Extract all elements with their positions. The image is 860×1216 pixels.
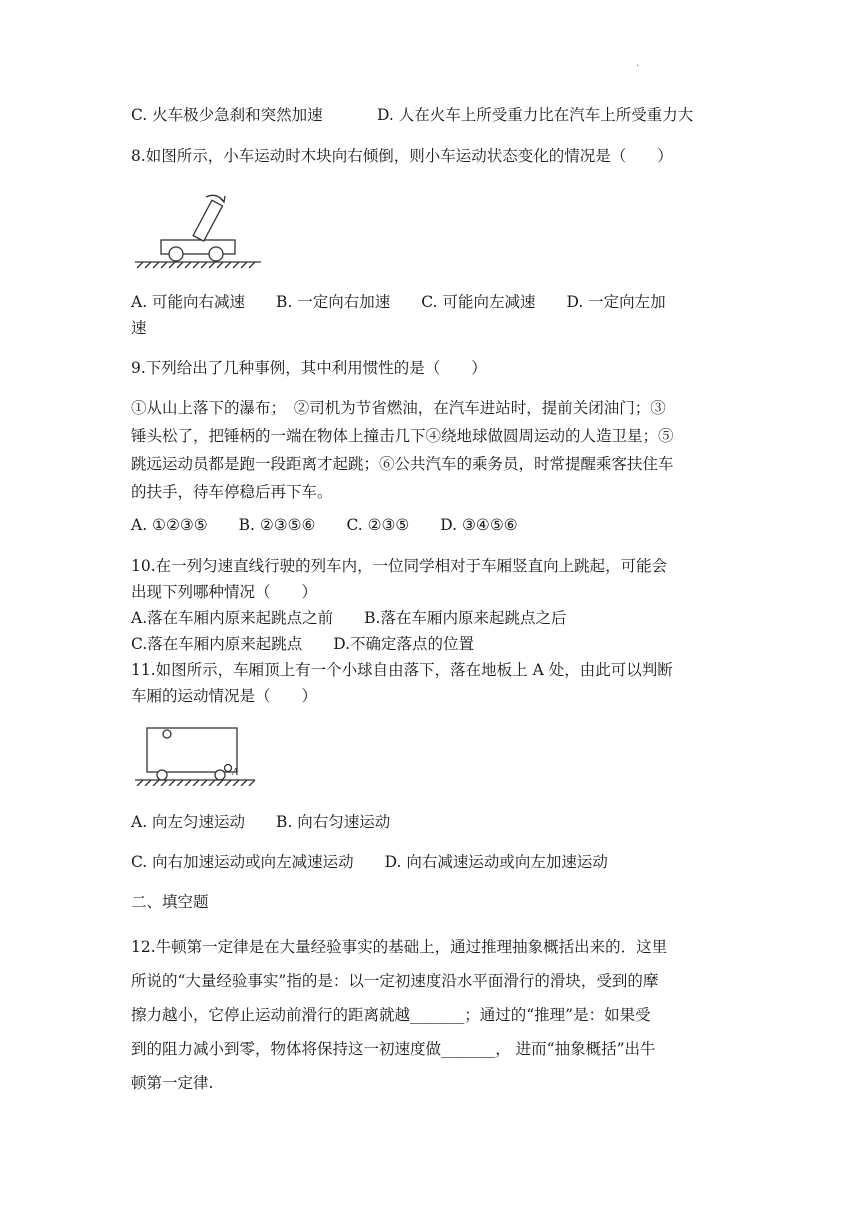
q7-option-c: C. 火车极少急刹和突然加速 xyxy=(131,106,323,124)
q9-body-line: ①从山上落下的瀑布； ②司机为节省燃油，在汽车进站时，提前关闭油门；③ xyxy=(131,399,666,417)
q8-options: A. 可能向右减速 B. 一定向右加速 C. 可能向左减速 D. 一定向左加 xyxy=(131,293,666,311)
q12-line: 擦力越小，它停止运动前滑行的距离就越_______；通过的“推理”是：如果受 xyxy=(131,1006,651,1024)
q12-line: 到的阻力减小到零，物体将保持这一初速度做_______， 进而“抽象概括”出牛 xyxy=(131,1040,656,1058)
q9-body-line: 跳远运动员都是跑一段距离才起跳；⑥公共汽车的乘务员，时常提醒乘客扶住车 xyxy=(131,455,674,473)
q8-options-continued: 速 xyxy=(131,319,147,337)
q9-body-line: 的扶手，待车停稳后再下车。 xyxy=(131,483,333,501)
q12-line: 12.牛顿第一定律是在大量经验事实的基础上，通过推理抽象概括出来的．这里 xyxy=(131,938,668,956)
q8-stem: 8.如图所示，小车运动时木块向右倾倒，则小车运动状态变化的情况是（ ） xyxy=(131,147,673,165)
q9-stem: 9.下列给出了几种事例，其中利用惯性的是（ ） xyxy=(131,359,487,377)
q11-options-cd: C. 向右加速运动或向左减速运动 D. 向右减速运动或向左加速运动 xyxy=(131,853,608,871)
q11-stem: 11.如图所示，车厢顶上有一个小球自由落下，落在地板上 A 处，由此可以判断 xyxy=(131,661,673,679)
q11-options-ab: A. 向左匀速运动 B. 向右匀速运动 xyxy=(131,813,391,831)
railcar-falling-ball-figure xyxy=(133,722,258,786)
q10-stem: 10.在一列匀速直线行驶的列车内，一位同学相对于车厢竖直向上跳起，可能会 xyxy=(131,557,668,575)
cart-tilting-block-figure xyxy=(133,188,263,270)
q7-option-d: D. 人在火车上所受重力比在汽车上所受重力大 xyxy=(377,106,694,124)
q9-body-line: 锤头松了，把锤柄的一端在物体上撞击几下④绕地球做圆周运动的人造卫星；⑤ xyxy=(131,427,674,445)
q12-line: 所说的“大量经验事实”指的是：以一定初速度沿水平面滑行的滑块，受到的摩 xyxy=(131,972,659,990)
section-title-fill-blank: 二、填空题 xyxy=(131,893,209,911)
figure-point-label: A xyxy=(232,767,239,778)
q10-options-cd: C.落在车厢内原来起跳点 D.不确定落点的位置 xyxy=(131,635,475,653)
q11-stem-continued: 车厢的运动情况是（ ） xyxy=(131,687,318,705)
q10-stem-continued: 出现下列哪种情况（ ） xyxy=(131,583,318,601)
header-mark: . xyxy=(636,58,640,69)
q10-options-ab: A.落在车厢内原来起跳点之前 B.落在车厢内原来起跳点之后 xyxy=(131,609,567,627)
q9-options: A. ①②③⑤ B. ②③⑤⑥ C. ②③⑤ D. ③④⑤⑥ xyxy=(131,516,518,534)
q12-line: 顿第一定律. xyxy=(131,1074,214,1092)
